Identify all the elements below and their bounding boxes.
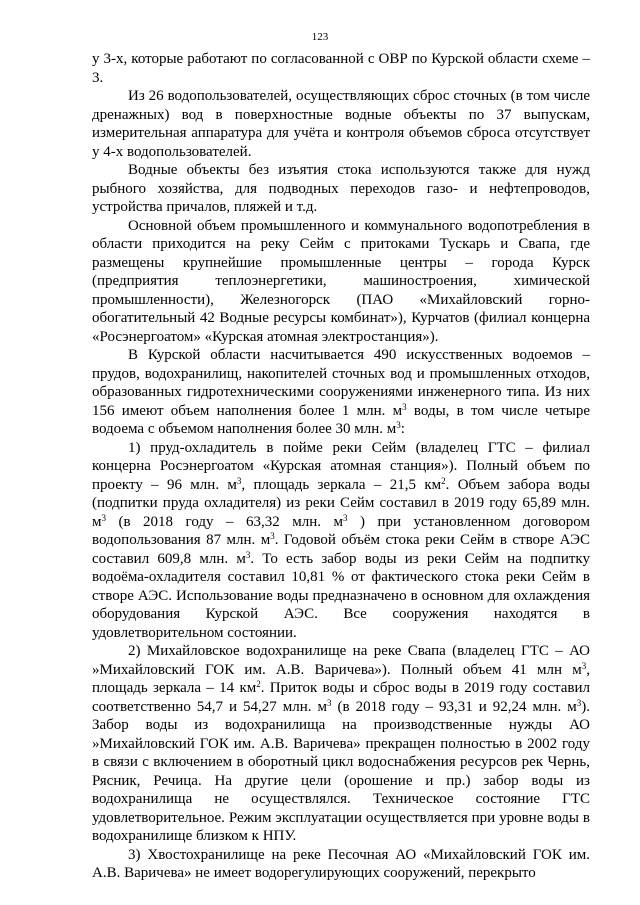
paragraph: у 3-х, которые работают по согласованной с ОВР по Курской области схеме – 3. — [92, 51, 590, 86]
page-number: 123 — [311, 31, 329, 43]
paragraph: 3) Хвостохранилище на реке Песочная АО «Михайловский ГОК им. А.В. Варичева» не имеет водорегулирующих сооружений, перекрыто — [92, 846, 590, 881]
body-text — [92, 50, 590, 883]
paragraph: В Курской области насчитывается 490 искусственных водоемов – прудов, водохранилищ, накопителей сточных вод и промышленных отходов, образованных гидротехническими сооружениями инженерного типа. Из них 156 имеют объем наполнения более 1 млн. $м^3$ воды, в том числе четыре водоема с объемом наполнения более 30 млн. $м^3$: — [92, 347, 590, 437]
paragraph: Из 26 водопользователей, осуществляющих сброс сточных (в том числе дренажных) вод в поверхностные водные объекты по 37 выпускам, измерительная аппаратура для учёта и контроля объемов сброса отсутствует у 4-х водопользователей. — [92, 88, 590, 160]
paragraph: Основной объем промышленного и коммунального водопотребления в области приходится на реку Сейм с притоками Тускарь и Свапа, где размещены крупнейшие промышленные центры – города Курск (предприятия теплоэнергетики, машиностроения, химической промышленности), Железногорск (ПАО «Михайловский горно-обогатительный 42 Водные ресурсы комбинат»), Курчатов (филиал концерна «Росэнергоатом» «Курская атомная электростанция»). — [92, 217, 590, 345]
paragraph: 1) пруд-охладитель в пойме реки Сейм (владелец ГТС – филиал концерна Росэнергоатом «Курская атомная станция»). Полный объем по проекту – 96 млн. $м^3$, площадь зеркала – 21,5 $км^2$. Объем забора воды (подпитки пруда охладителя) из реки Сейм составил в 2019 году 65,89 млн. $м^3$ (в 2018 году – 63,32 млн. $м^3$ ) при установленном договором водопользования 87 млн. $м^3$. Годовой объём стока реки Сейм в створе АЭС составил 609,8 млн. $м^3$. То есть забор воды из реки Сейм на подпитку водоёма-охладителя составил 10,81 % от фактического стока реки Сейм в створе АЭС. Использование воды предназначено в основном для охлаждения оборудования Курской АЭС. Все сооружения находятся в удовлетворительном состоянии. — [92, 439, 590, 641]
paragraph: Водные объекты без изъятия стока используются также для нужд рыбного хозяйства, для подводных переходов газо- и нефтепроводов, устройства причалов, пляжей и т.д. — [92, 162, 590, 215]
paragraph: 2) Михайловское водохранилище на реке Свапа (владелец ГТС – АО »Михайловский ГОК им. А.В. Варичева»). Полный объем 41 млн $м^3$, площадь зеркала – 14 $км^2$. Приток воды и сброс воды в 2019 году составил соответственно 54,7 и 54,27 млн. $м^3$ (в 2018 году – 93,31 и 92,24 млн. $м^3$). Забор воды из водохранилища на производственные нужды АО »Михайловский ГОК им. А.В. Варичева» прекращен полностью в 2002 году в связи с включением в оборотный цикл водоснабжения ресурсов рек Чернь, Рясник, Речица. На другие цели (орошение и пр.) забор воды из водохранилища не осуществлялся. Техническое состояние ГТС удовлетворительное. Режим эксплуатации осуществляется при уровне воды в водохранилище близком к НПУ. — [92, 643, 590, 844]
